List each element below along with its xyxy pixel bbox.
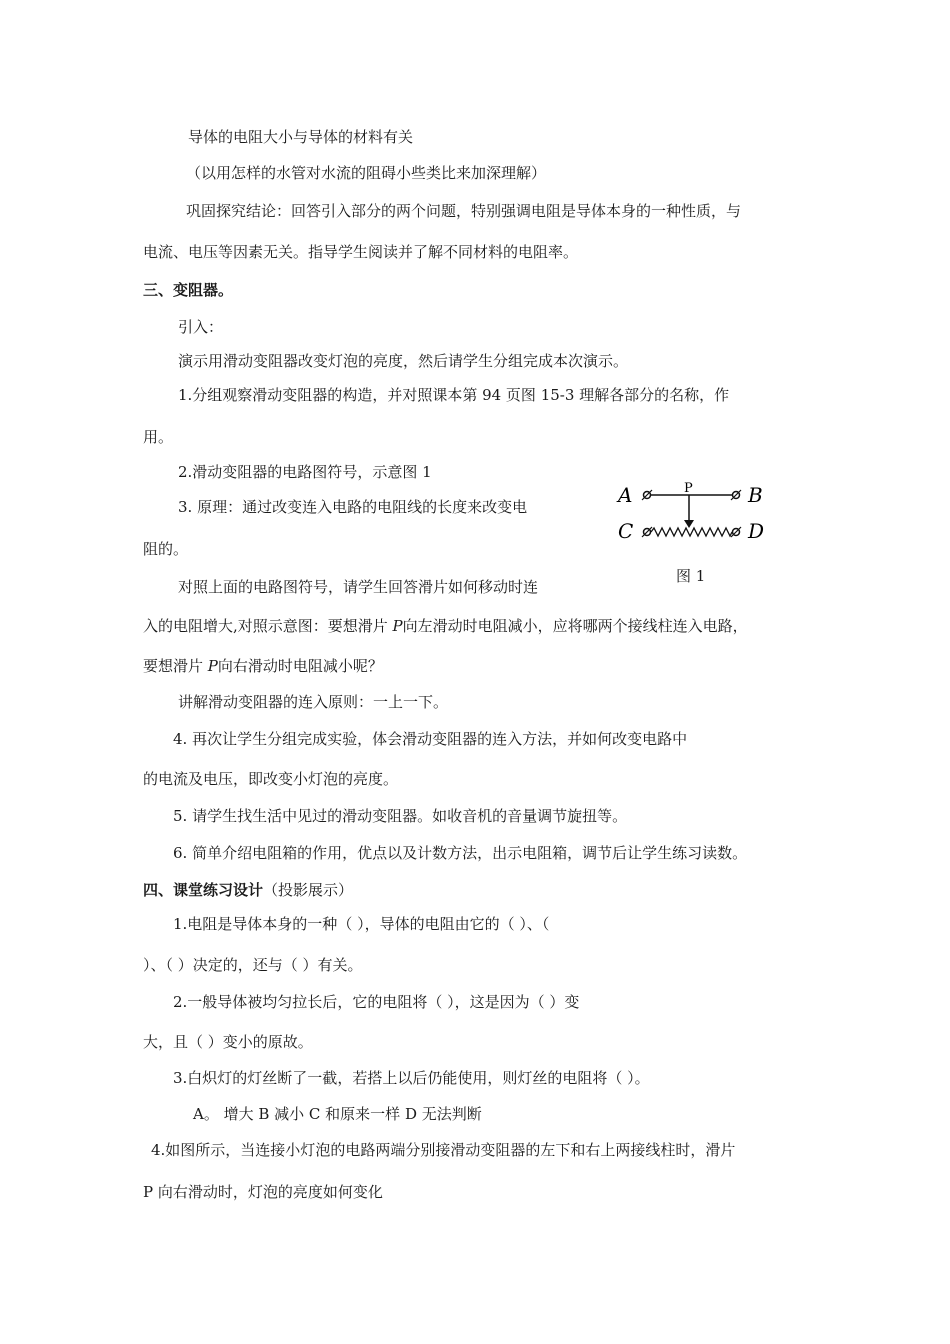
terminal-label-b: B: [748, 483, 763, 507]
question-line: ）、（ ）决定的，还与（ ）有关。: [143, 956, 363, 974]
terminal-c-icon: [642, 527, 652, 537]
text-line: 4. 再次让学生分组完成实验，体会滑动变阻器的连入方法，并如何改变电路中: [173, 730, 688, 748]
text-line: 演示用滑动变阻器改变灯泡的亮度，然后请学生分组完成本次演示。: [178, 352, 629, 370]
heading-bold: 四、课堂练习设计: [143, 881, 264, 899]
question-line: 大，且（ ）变小的原故。: [143, 1033, 313, 1051]
text-line: 阻的。: [143, 540, 189, 558]
slider-label-p: P: [684, 481, 693, 496]
text-line: 巩固探究结论：回答引入部分的两个问题，特别强调电阻是导体本身的一种性质，与: [186, 202, 742, 220]
text-line: [143, 656, 383, 676]
text-line: 讲解滑动变阻器的连入原则：一上一下。: [178, 693, 449, 711]
text-line: 导体的电阻大小与导体的材料有关: [188, 128, 414, 146]
text-line: 2.滑动变阻器的电路图符号，示意图 1: [178, 463, 432, 481]
question-line: 3.白炽灯的灯丝断了一截，若搭上以后仍能使用，则灯丝的电阻将（ ）。: [173, 1069, 650, 1087]
resistor-wire-icon: [651, 528, 732, 536]
italic-p: P: [392, 617, 403, 635]
section-heading-3: 三、变阻器。: [143, 281, 234, 299]
text-line: 的电流及电压，即改变小灯泡的亮度。: [143, 770, 399, 788]
text-line: 5. 请学生找生活中见过的滑动变阻器。如收音机的音量调节旋扭等。: [173, 807, 628, 825]
question-line: P 向右滑动时，灯泡的亮度如何变化: [143, 1183, 383, 1201]
question-line: 4.如图所示，当连接小灯泡的电路两端分别接滑动变阻器的左下和右上两接线柱时，滑片: [151, 1141, 736, 1159]
heading-suffix: （投影展示）: [263, 881, 354, 899]
text-span: 入的电阻增大,对照示意图：要想滑片: [143, 617, 393, 635]
text-span: 向左滑动时电阻减小，应将哪两个接线柱连入电路，: [402, 617, 748, 635]
text-line: 3. 原理：通过改变连入电路的电阻线的长度来改变电: [178, 498, 528, 516]
terminal-label-c: C: [618, 519, 634, 543]
text-line: 电流、电压等因素无关。指导学生阅读并了解不同材料的电阻率。: [143, 243, 579, 261]
answer-options: A。 增大 B 减小 C 和原来一样 D 无法判断: [193, 1105, 482, 1123]
text-line: 引入：: [178, 318, 224, 336]
terminal-label-d: D: [748, 519, 765, 543]
text-line: 对照上面的电路图符号，请学生回答滑片如何移动时连: [178, 578, 539, 596]
terminal-d-icon: [731, 527, 741, 537]
text-line: （以用怎样的水管对水流的阻碍小些类比来加深理解）: [186, 164, 547, 182]
text-line: 6. 简单介绍电阻箱的作用，优点以及计数方法，出示电阻箱，调节后让学生练习读数。: [173, 844, 748, 862]
question-line: 2.一般导体被均匀拉长后，它的电阻将（ ），这是因为（ ）变: [173, 993, 580, 1011]
terminal-b-icon: [731, 490, 741, 500]
text-span: 要想滑片: [143, 657, 208, 675]
figure-caption: 图 1: [676, 567, 706, 585]
slider-arrow-icon: [684, 520, 694, 528]
question-line: 1.电阻是导体本身的一种（ ），导体的电阻由它的（ ）、（: [173, 915, 550, 933]
terminal-label-a: A: [618, 483, 633, 507]
text-span: 向右滑动时电阻减小呢？: [217, 657, 383, 675]
text-line: [143, 616, 748, 636]
section-heading-4: [143, 880, 353, 900]
text-line: 用。: [143, 428, 174, 446]
italic-p: P: [207, 657, 218, 675]
text-line: 1.分组观察滑动变阻器的构造，并对照课本第 94 页图 15-3 理解各部分的名称，作: [178, 386, 730, 404]
terminal-a-icon: [642, 490, 652, 500]
